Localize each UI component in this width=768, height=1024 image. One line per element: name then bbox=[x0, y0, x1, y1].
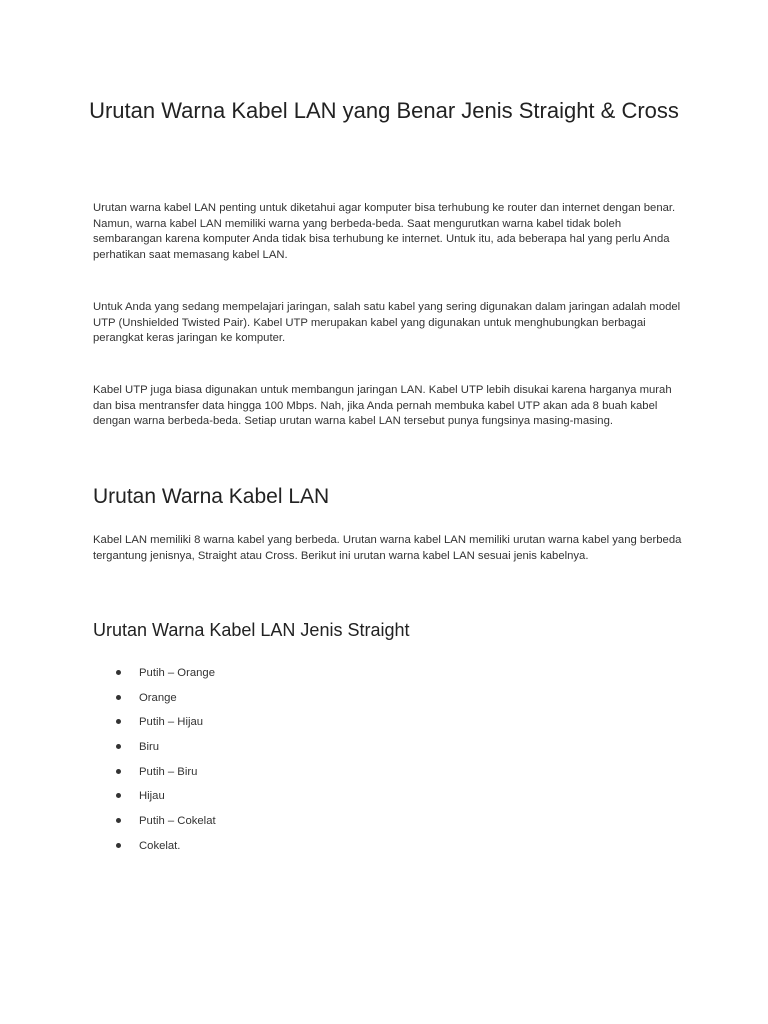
bullet-icon bbox=[116, 769, 121, 774]
bullet-icon bbox=[116, 843, 121, 848]
list-item-text: Putih – Biru bbox=[139, 765, 198, 778]
intro-paragraph: Urutan warna kabel LAN penting untuk diketahui agar komputer bisa terhubung ke router dan internet dengan benar. Namun, warna kabel LAN memiliki warna yang berbeda-beda. Saat mengurutkan warna kabel tidak boleh sembarangan karena komputer Anda tidak bisa terhubung ke internet. Untuk itu, ada beberapa hal yang perlu Anda perhatikan saat memasang kabel LAN. bbox=[93, 202, 676, 262]
list-item-text: Orange bbox=[139, 691, 177, 704]
list-item-text: Putih – Orange bbox=[139, 667, 215, 679]
list-item-text: Biru bbox=[139, 741, 160, 754]
list-item-text: Cokelat. bbox=[139, 839, 181, 852]
document-title: Urutan Warna Kabel LAN yang Benar Jenis Straight & Cross bbox=[89, 98, 679, 123]
list-item-text: Hijau bbox=[139, 790, 165, 803]
bullet-icon bbox=[116, 793, 121, 798]
bullet-icon bbox=[116, 695, 121, 700]
utp-usage-paragraph: Kabel UTP juga biasa digunakan untuk membangun jaringan LAN. Kabel UTP lebih disukai karena harganya murah dan bisa mentransfer data hingga 100 Mbps. Nah, jika Anda pernah membuka kabel UTP akan ada 8 buah kabel dengan warna berbeda-beda. Setiap urutan warna kabel LAN tersebut punya fungsinya masing-masing. bbox=[93, 384, 672, 428]
list-item-text: Putih – Cokelat bbox=[139, 815, 216, 828]
subsection-heading: Urutan Warna Kabel LAN Jenis Straight bbox=[93, 620, 410, 640]
list-item-text: Putih – Hijau bbox=[139, 716, 204, 729]
bullet-icon bbox=[116, 818, 121, 823]
section-paragraph: Kabel LAN memiliki 8 warna kabel yang berbeda. Urutan warna kabel LAN memiliki urutan warna kabel yang berbeda tergantung jenisnya, Straight atau Cross. Berikut ini urutan warna kabel LAN sesuai jenis kabelnya. bbox=[93, 534, 682, 562]
section-heading: Urutan Warna Kabel LAN bbox=[93, 485, 330, 508]
bullet-icon bbox=[116, 719, 121, 724]
bullet-icon bbox=[116, 670, 121, 675]
bullet-icon bbox=[116, 744, 121, 749]
utp-paragraph: Untuk Anda yang sedang mempelajari jaringan, salah satu kabel yang sering digunakan dalam jaringan adalah model UTP (Unshielded Twisted Pair). Kabel UTP merupakan kabel yang digunakan untuk menghubungkan berbagai perangkat keras jaringan ke komputer. bbox=[93, 301, 681, 345]
